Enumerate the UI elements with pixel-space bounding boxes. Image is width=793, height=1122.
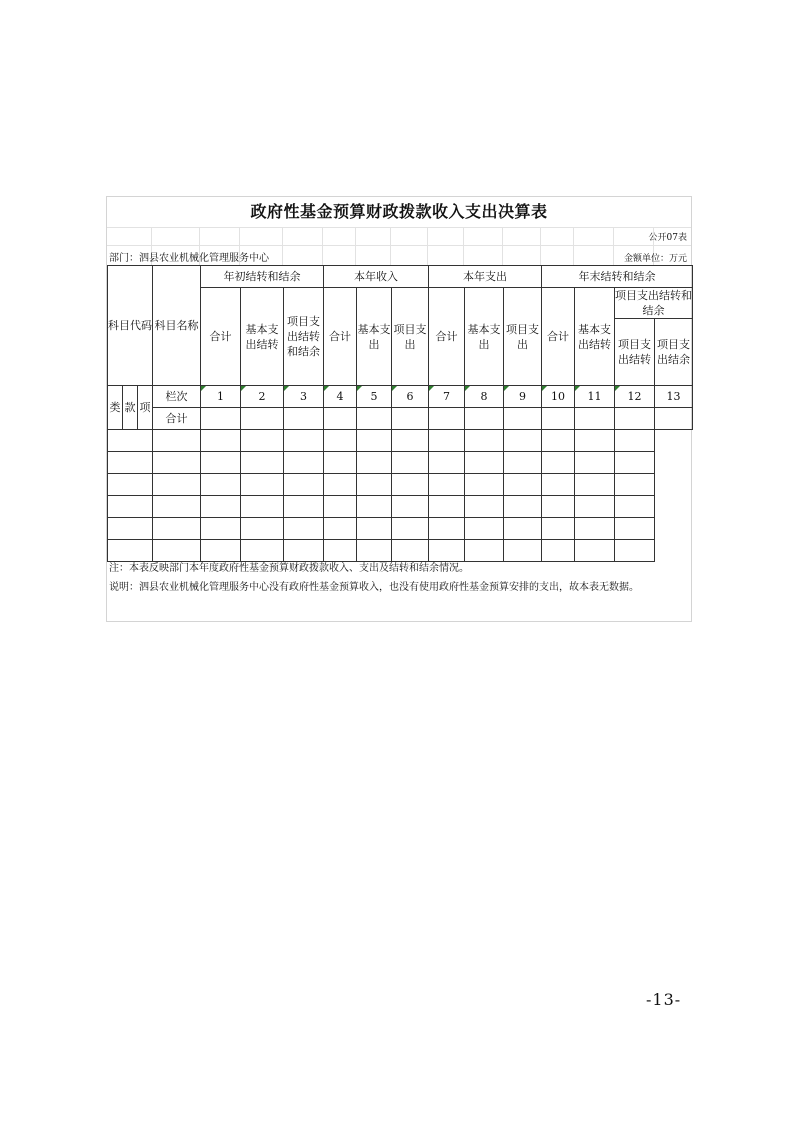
col-expenditure-total: 合计	[429, 288, 465, 386]
col-opening-total: 合计	[201, 288, 241, 386]
col-opening-basic: 基本支出结转	[241, 288, 284, 386]
col-number: 8	[465, 386, 504, 408]
col-number: 4	[324, 386, 357, 408]
col-closing-project-balance: 项目支出结余	[655, 319, 693, 386]
col-number: 7	[429, 386, 465, 408]
header-kuan: 款	[123, 386, 138, 430]
col-number: 11	[575, 386, 615, 408]
col-number: 9	[504, 386, 542, 408]
col-number: 6	[392, 386, 429, 408]
col-closing-total: 合计	[542, 288, 575, 386]
budget-table	[107, 265, 693, 562]
note-line: 注：本表反映部门本年度政府性基金预算财政拨款收入、支出及结转和结余情况。	[109, 563, 469, 574]
col-income-project: 项目支出	[392, 288, 429, 386]
group-expenditure: 本年支出	[429, 266, 542, 288]
page-number: -13-	[646, 990, 682, 1009]
header-xiang: 项	[138, 386, 153, 430]
subject-name-header: 科目名称	[153, 266, 201, 386]
department-label: 部门：泗县农业机械化管理服务中心	[109, 253, 269, 264]
col-number: 5	[357, 386, 392, 408]
col-number: 1	[201, 386, 241, 408]
col-number: 10	[542, 386, 575, 408]
col-income-basic: 基本支出	[357, 288, 392, 386]
table-row	[108, 430, 693, 452]
col-opening-project: 项目支出结转和结余	[284, 288, 324, 386]
row-label-heji: 合计	[153, 408, 201, 430]
col-number: 12	[615, 386, 655, 408]
report-sheet	[106, 196, 692, 622]
row-label-lanci: 栏次	[153, 386, 201, 408]
table-row	[108, 496, 693, 518]
header-lei: 类	[108, 386, 123, 430]
col-expenditure-basic: 基本支出	[465, 288, 504, 386]
col-number: 2	[241, 386, 284, 408]
total-row	[108, 408, 693, 430]
group-income: 本年收入	[324, 266, 429, 288]
col-number: 13	[655, 386, 693, 408]
table-row	[108, 452, 693, 474]
col-closing-project-carry: 项目支出结转	[615, 319, 655, 386]
col-closing-project-group: 项目支出结转和结余	[615, 289, 692, 317]
amount-unit: 金额单位：万元	[623, 254, 687, 264]
table-row	[108, 474, 693, 496]
explanation-line: 说明：泗县农业机械化管理服务中心没有政府性基金预算收入，也没有使用政府性基金预算安排的支出，故本表无数据。	[109, 582, 639, 593]
report-title: 政府性基金预算财政拨款收入支出决算表	[250, 202, 548, 221]
footnotes	[109, 559, 639, 597]
col-closing-basic: 基本支出结转	[575, 288, 615, 386]
col-number: 3	[284, 386, 324, 408]
col-income-total: 合计	[324, 288, 357, 386]
group-opening-balance: 年初结转和结余	[201, 266, 324, 288]
table-row	[108, 518, 693, 540]
form-number: 公开07表	[648, 233, 687, 243]
group-closing-balance: 年末结转和结余	[542, 266, 693, 288]
subject-code-header: 科目代码	[108, 266, 153, 386]
col-expenditure-project: 项目支出	[504, 288, 542, 386]
